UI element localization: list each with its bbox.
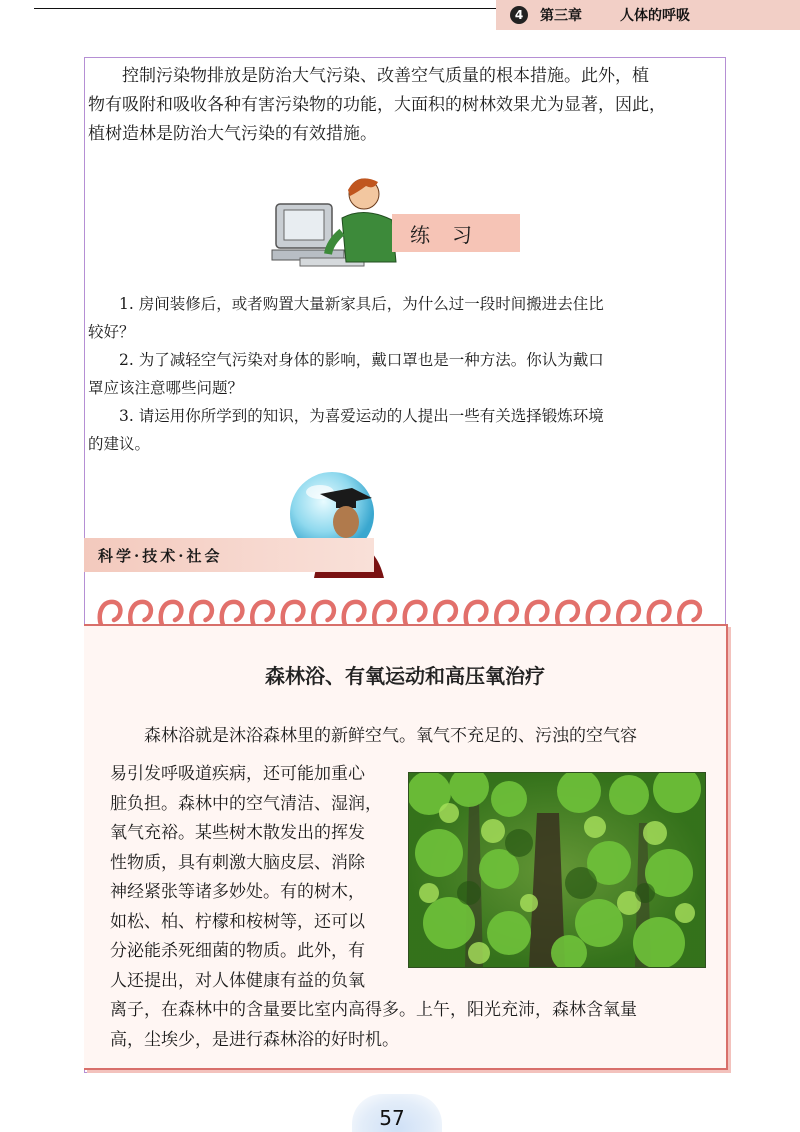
exercise-item: 2. 为了减轻空气污染对身体的影响，戴口罩也是一种方法。你认为戴口 <box>119 351 604 369</box>
article-line: 易引发呼吸道疾病，还可能加重心 <box>110 764 365 784</box>
exercise-item-cont: 罩应该注意哪些问题？ <box>88 379 244 397</box>
exercise-heading: 练习 <box>392 214 520 252</box>
article-end <box>110 996 710 1055</box>
article-top-rule <box>84 624 726 626</box>
page-number: 57 <box>379 1106 405 1130</box>
article-line: 如松、柏、柠檬和桉树等，还可以 <box>110 911 365 932</box>
intro-line: 植树造林是防治大气污染的有效措施。 <box>88 124 377 144</box>
exercise-item: 1. 房间装修后，或者购置大量新家具后，为什么过一段时间搬进去住比 <box>119 295 604 313</box>
chapter-title: 人体的呼吸 <box>620 8 690 24</box>
article-line: 离子，在森林中的含量要比室内高得多。上午，阳光充沛，森林含氧量 <box>110 1000 637 1020</box>
sts-label: 科学·技术·社会 <box>84 538 374 572</box>
article-line: 高，尘埃少，是进行森林浴的好时机。 <box>110 1029 399 1050</box>
chapter-label: 第三章 <box>540 8 582 24</box>
article-line: 性物质，具有刺激大脑皮层、消除 <box>110 852 365 873</box>
article-line: 神经紧张等诸多妙处。有的树木， <box>110 882 365 902</box>
intro-line: 物有吸附和吸收各种有害污染物的功能，大面积的树林效果尤为显著，因此， <box>88 95 666 115</box>
article-wrapped-text <box>110 760 400 996</box>
sts-banner <box>84 470 394 578</box>
intro-line: 控制污染物排放是防治大气污染、改善空气质量的根本措施。此外，植 <box>122 66 649 86</box>
intro-paragraph <box>88 62 722 149</box>
chapter-number-badge: 4 <box>510 6 528 24</box>
exercise-item: 3. 请运用你所学到的知识，为喜爱运动的人提出一些有关选择锻炼环境 <box>119 407 604 425</box>
exercise-item-cont: 的建议。 <box>88 435 151 453</box>
article-title: 森林浴、有氧运动和高压氧治疗 <box>265 664 545 688</box>
article-line: 人还提出，对人体健康有益的负氧 <box>110 970 365 991</box>
article-line: 氧气充裕。某些树木散发出的挥发 <box>110 823 365 843</box>
article-line: 分泌能杀死细菌的物质。此外，有 <box>110 941 365 961</box>
header-rule <box>34 8 496 9</box>
article-first-line: 森林浴就是沐浴森林里的新鲜空气。氧气不充足的、污浊的空气容 <box>144 726 637 746</box>
forest-photo <box>408 772 706 968</box>
chapter-header-content <box>510 2 690 28</box>
exercise-banner <box>270 172 540 272</box>
exercise-list <box>88 290 722 458</box>
exercise-item-cont: 较好？ <box>88 323 135 341</box>
article-line: 脏负担。森林中的空气清洁、湿润， <box>110 793 382 814</box>
